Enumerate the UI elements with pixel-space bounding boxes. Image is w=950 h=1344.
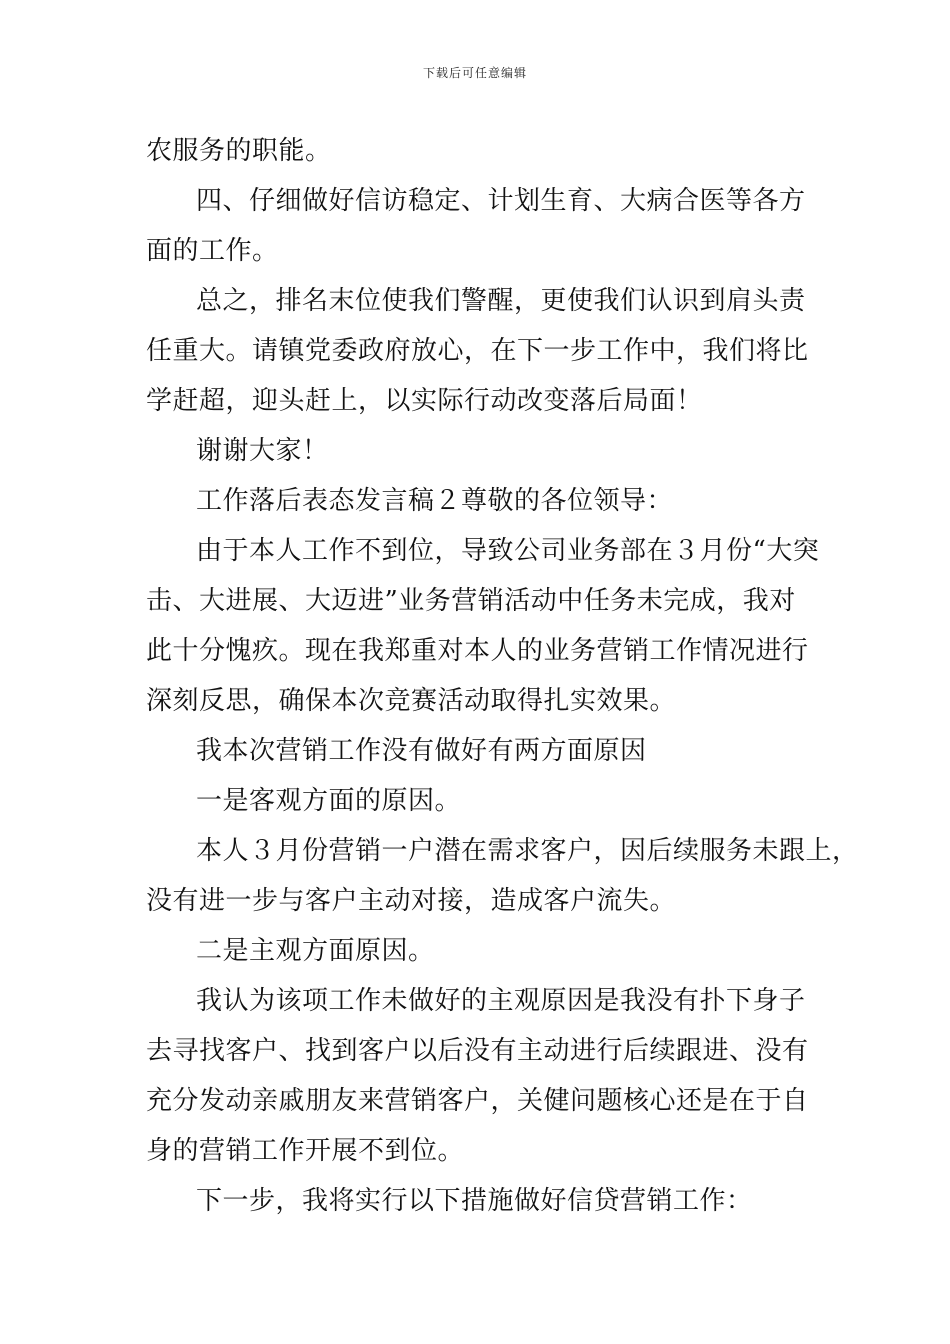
text-line: 面的工作。	[146, 236, 279, 266]
text-line: 充分发动亲戚朋友来营销客户，关健问题核心还是在于自	[146, 1086, 809, 1116]
text-line: 没有进一步与客户主动对接，造成客户流失。	[146, 886, 677, 916]
text-line: 去寻找客户、找到客户以后没有主动进行后续跟进、没有	[146, 1036, 809, 1066]
text-line: 由于本人工作不到位，导致公司业务部在３月份“大突	[196, 536, 820, 566]
text-line: 二是主观方面原因。	[196, 936, 435, 966]
text-line: 学赶超，迎头赶上，以实际行动改变落后局面！	[146, 386, 703, 416]
text-line: 我本次营销工作没有做好有两方面原因	[196, 736, 647, 766]
text-line: 下一步，我将实行以下措施做好信贷营销工作：	[196, 1186, 753, 1216]
text-line: 一是客观方面的原因。	[196, 786, 462, 816]
text-line: 击、大进展、大迈进”业务营销活动中任务未完成，我对	[146, 586, 796, 616]
page-header-note: 下载后可任意编辑	[422, 66, 527, 80]
text-line: 任重大。请镇党委政府放心，在下一步工作中，我们将比	[146, 336, 809, 366]
text-line: 深刻反思，确保本次竞赛活动取得扎实效果。	[146, 686, 677, 716]
text-line: 此十分愧疚。现在我郑重对本人的业务营销工作情况进行	[146, 636, 809, 666]
text-line: 总之，排名末位使我们警醒，更使我们认识到肩头责	[196, 286, 806, 316]
text-line: 谢谢大家！	[196, 436, 329, 466]
text-line: 身的营销工作开展不到位。	[146, 1136, 465, 1166]
text-line: 我认为该项工作未做好的主观原因是我没有扑下身子	[196, 986, 806, 1016]
text-line: 工作落后表态发言稿２尊敬的各位领导：	[196, 486, 674, 516]
text-line: 本人３月份营销一户潜在需求客户，因后续服务未跟上，	[196, 836, 859, 866]
text-line: 农服务的职能。	[146, 136, 332, 166]
text-line: 四、仔细做好信访稳定、计划生育、大病合医等各方	[196, 186, 806, 216]
